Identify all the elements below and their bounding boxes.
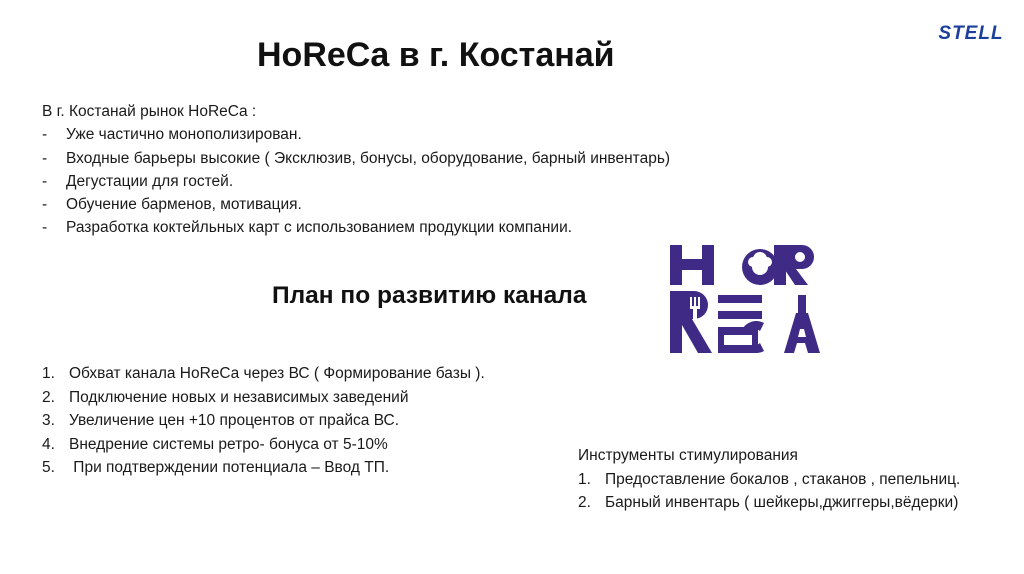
list-item: - Уже частично монополизирован. xyxy=(42,126,302,144)
list-item: 3. Увеличение цен +10 процентов от прайса ВС. xyxy=(42,412,400,429)
plan-list xyxy=(42,362,485,480)
list-item: - Разработка коктейльных карт с использованием продукции компании. xyxy=(42,219,573,237)
market-intro: В г. Костанай рынок HoReCa : xyxy=(42,103,257,120)
tools-heading: Инструменты стимулирования xyxy=(578,447,798,464)
stell-logo xyxy=(925,22,1017,44)
list-item: 1. Обхват канала HoReCa через ВС ( Формирование базы ). xyxy=(42,365,485,382)
list-item: - Входные барьеры высокие ( Эксклюзив, бонусы, оборудование, барный инвентарь) xyxy=(42,149,671,167)
list-item: 4. Внедрение системы ретро- бонуса от 5-10% xyxy=(42,435,388,453)
horeca-logo xyxy=(662,239,824,361)
list-item: - Дегустации для гостей. xyxy=(42,172,234,190)
slide-title: HoReCa в г. Костанай xyxy=(257,36,615,74)
list-item: 5. При подтверждении потенциала – Ввод ТП. xyxy=(42,459,390,476)
list-item: 2. Подключение новых и независимых заведений xyxy=(42,388,409,406)
list-item: - Обучение барменов, мотивация. xyxy=(42,196,302,214)
market-block xyxy=(42,100,670,240)
svg-text:STELL: STELL xyxy=(938,23,1004,44)
list-item: 2. Барный инвентарь ( шейкеры,джиггеры,вёдерки) xyxy=(578,494,959,511)
tools-block xyxy=(578,444,960,515)
list-item: 1. Предоставление бокалов , стаканов , пепельниц. xyxy=(578,470,961,488)
plan-heading: План по развитию канала xyxy=(272,282,587,309)
